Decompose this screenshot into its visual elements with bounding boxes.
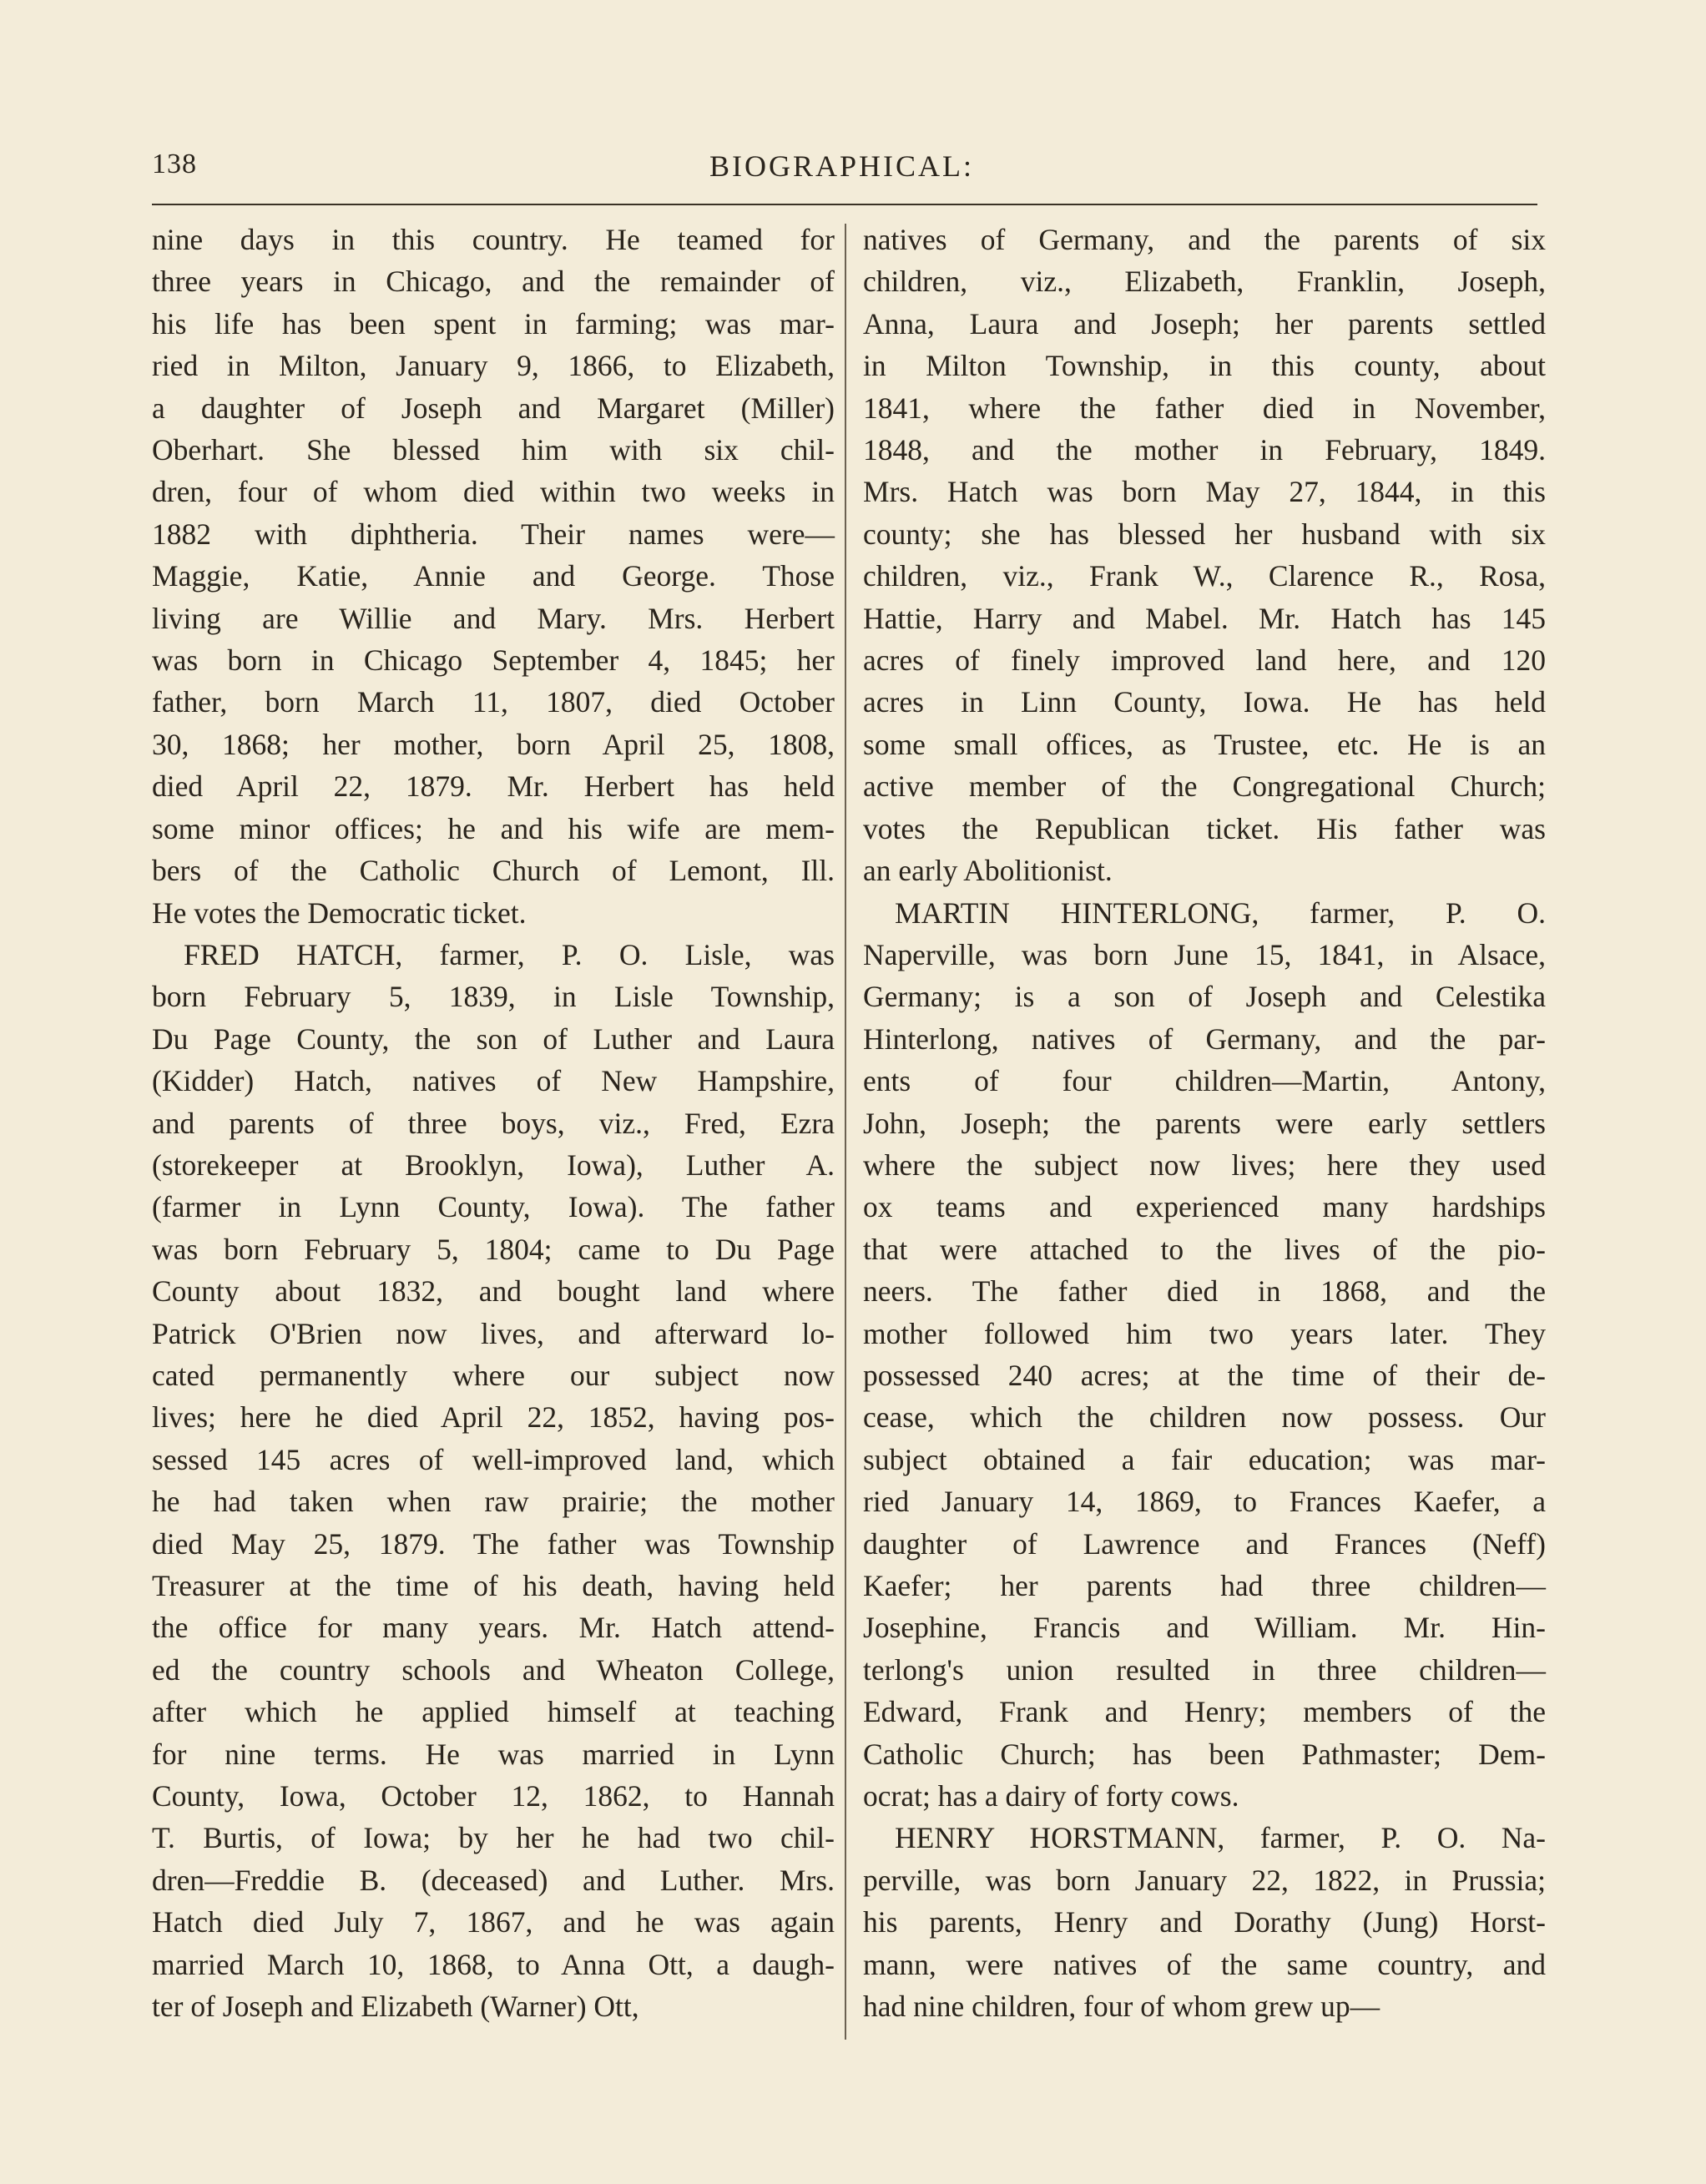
text-line: three years in Chicago, and the remainder of (152, 265, 835, 299)
text-line: ed the country schools and Wheaton College, (152, 1652, 835, 1687)
text-line: ents of four children—Martin, Antony, (863, 1064, 1546, 1098)
text-line: He votes the Democratic ticket. (152, 895, 527, 930)
text-line: Kaefer; her parents had three children— (863, 1569, 1546, 1602)
column-divider (845, 224, 846, 2040)
text-line: terlong's union resulted in three children— (863, 1652, 1546, 1687)
text-line: children, viz., Frank W., Clarence R., Rosa, (863, 559, 1546, 593)
text-line: lives; here he died April 22, 1852, having pos- (152, 1400, 835, 1435)
text-line: Hatch died July 7, 1867, and he was again (152, 1905, 835, 1939)
text-line: a daughter of Joseph and Margaret (Miller) (152, 391, 835, 425)
text-line: Treasurer at the time of his death, having held (152, 1569, 835, 1602)
text-line: active member of the Congregational Church; (863, 769, 1546, 804)
text-line: ocrat; has a dairy of forty cows. (863, 1779, 1239, 1813)
text-line: daughter of Lawrence and Frances (Neff) (863, 1526, 1546, 1561)
text-line: some small offices, as Trustee, etc. He is an (863, 727, 1546, 761)
text-line: he had taken when raw prairie; the mother (152, 1485, 835, 1519)
text-line: 1841, where the father died in November, (863, 391, 1546, 425)
text-line: dren—Freddie B. (deceased) and Luther. Mrs. (152, 1863, 835, 1897)
text-line: 1882 with diphtheria. Their names were— (152, 517, 835, 551)
text-line: mother followed him two years later. They (863, 1316, 1546, 1350)
text-line: possessed 240 acres; at the time of their de- (863, 1358, 1546, 1392)
text-line: Hattie, Harry and Mabel. Mr. Hatch has 145 (863, 601, 1546, 635)
text-line: natives of Germany, and the parents of six (863, 223, 1546, 256)
text-line: that were attached to the lives of the pio- (863, 1232, 1546, 1266)
text-line: and parents of three boys, viz., Fred, Ezra (152, 1106, 835, 1140)
text-line: was born in Chicago September 4, 1845; her (152, 643, 835, 678)
text-line: county; she has blessed her husband with six (863, 517, 1546, 551)
text-line: bers of the Catholic Church of Lemont, Ill. (152, 854, 835, 888)
text-line: Oberhart. She blessed him with six chil- (152, 433, 835, 467)
text-line: neers. The father died in 1868, and the (863, 1274, 1546, 1309)
text-line: County about 1832, and bought land where (152, 1274, 835, 1309)
text-line: (Kidder) Hatch, natives of New Hampshire, (152, 1064, 835, 1098)
page-header (152, 149, 1537, 189)
text-line: children, viz., Elizabeth, Franklin, Joseph, (863, 265, 1546, 299)
text-line: 1848, and the mother in February, 1849. (863, 433, 1546, 467)
text-line: ter of Joseph and Elizabeth (Warner) Ott, (152, 1990, 639, 2024)
text-line: father, born March 11, 1807, died October (152, 685, 835, 719)
text-line: his life has been spent in farming; was mar- (152, 306, 835, 340)
text-line: sessed 145 acres of well-improved land, which (152, 1442, 835, 1476)
text-line: 30, 1868; her mother, born April 25, 1808, (152, 727, 835, 761)
text-line: married March 10, 1868, to Anna Ott, a daugh- (152, 1947, 835, 1981)
page-number: 138 (152, 149, 197, 179)
text-line: where the subject now lives; here they used (863, 1147, 1546, 1182)
header-rule (152, 204, 1537, 205)
text-line: had nine children, four of whom grew up— (863, 1990, 1380, 2024)
right-column (863, 219, 1546, 2027)
text-line: nine days in this country. He teamed for (152, 223, 835, 256)
text-line: mann, were natives of the same country, and (863, 1947, 1546, 1981)
left-column (152, 219, 835, 2027)
text-line: acres in Linn County, Iowa. He has held (863, 685, 1546, 719)
text-line: ox teams and experienced many hardships (863, 1190, 1546, 1224)
text-line: Catholic Church; has been Pathmaster; Dem- (863, 1737, 1546, 1771)
text-line: some minor offices; he and his wife are mem- (152, 811, 835, 845)
text-line: in Milton Township, in this county, about (863, 349, 1546, 383)
text-line: for nine terms. He was married in Lynn (152, 1737, 835, 1771)
text-line: subject obtained a fair education; was mar- (863, 1442, 1546, 1476)
text-line: County, Iowa, October 12, 1862, to Hannah (152, 1779, 835, 1813)
text-line: cated permanently where our subject now (152, 1358, 835, 1392)
text-line: his parents, Henry and Dorathy (Jung) Horst- (863, 1905, 1546, 1939)
text-line: HENRY HORSTMANN, farmer, P. O. Na- (895, 1821, 1546, 1855)
text-line: born February 5, 1839, in Lisle Township, (152, 980, 835, 1014)
text-line: Josephine, Francis and William. Mr. Hin- (863, 1611, 1546, 1645)
text-line: Edward, Frank and Henry; members of the (863, 1695, 1546, 1729)
text-line: FRED HATCH, farmer, P. O. Lisle, was (184, 937, 835, 971)
text-line: Du Page County, the son of Luther and Laura (152, 1021, 835, 1056)
text-line: Anna, Laura and Joseph; her parents settled (863, 306, 1546, 340)
text-line: Naperville, was born June 15, 1841, in Alsace, (863, 937, 1546, 971)
text-line: Hinterlong, natives of Germany, and the par- (863, 1021, 1546, 1056)
text-line: the office for many years. Mr. Hatch attend- (152, 1611, 835, 1645)
text-line: was born February 5, 1804; came to Du Page (152, 1232, 835, 1266)
text-line: Mrs. Hatch was born May 27, 1844, in this (863, 475, 1546, 509)
running-head: BIOGRAPHICAL: (709, 149, 975, 183)
text-line: (storekeeper at Brooklyn, Iowa), Luther A. (152, 1147, 835, 1182)
text-line: ried January 14, 1869, to Frances Kaefer, a (863, 1485, 1546, 1519)
text-line: John, Joseph; the parents were early settlers (863, 1106, 1546, 1140)
text-line: (farmer in Lynn County, Iowa). The father (152, 1190, 835, 1224)
text-line: an early Abolitionist. (863, 854, 1113, 888)
text-line: died April 22, 1879. Mr. Herbert has held (152, 769, 835, 804)
text-line: living are Willie and Mary. Mrs. Herbert (152, 601, 835, 635)
text-line: cease, which the children now possess. Our (863, 1400, 1546, 1435)
text-line: Patrick O'Brien now lives, and afterward lo- (152, 1316, 835, 1350)
text-line: Germany; is a son of Joseph and Celestika (863, 980, 1546, 1014)
text-line: acres of finely improved land here, and 120 (863, 643, 1546, 678)
text-line: T. Burtis, of Iowa; by her he had two chil- (152, 1821, 835, 1855)
text-line: died May 25, 1879. The father was Township (152, 1526, 835, 1561)
text-line: after which he applied himself at teaching (152, 1695, 835, 1729)
text-line: ried in Milton, January 9, 1866, to Elizabeth, (152, 349, 835, 383)
text-line: votes the Republican ticket. His father was (863, 811, 1546, 845)
text-line: perville, was born January 22, 1822, in Prussia; (863, 1863, 1546, 1897)
text-line: Maggie, Katie, Annie and George. Those (152, 559, 835, 593)
text-line: dren, four of whom died within two weeks in (152, 475, 835, 509)
text-line: MARTIN HINTERLONG, farmer, P. O. (895, 895, 1546, 930)
